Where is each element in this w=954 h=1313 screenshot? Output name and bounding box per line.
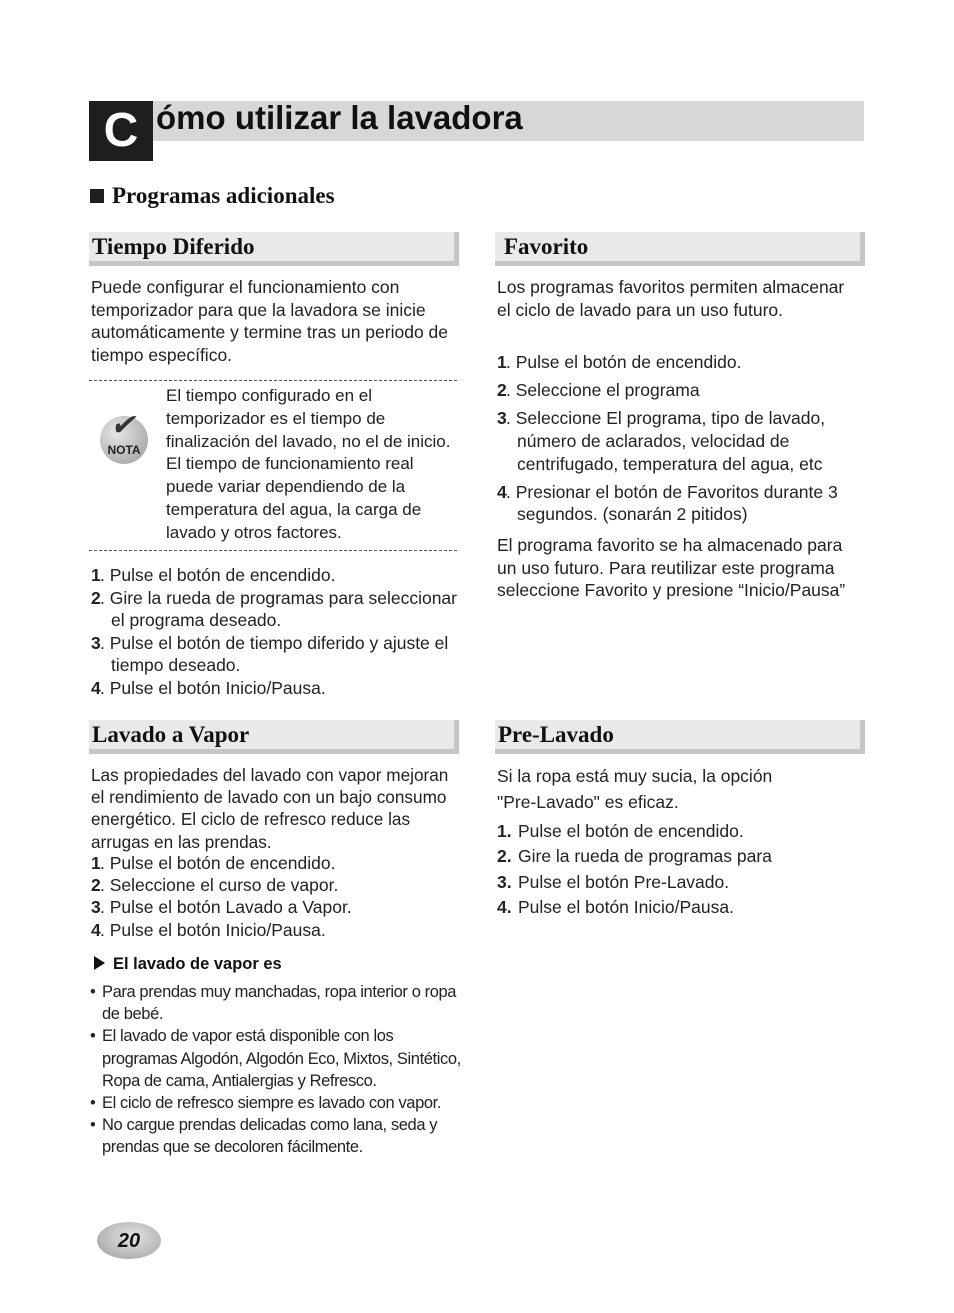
step-text: . Gire la rueda de programas para seleccionar el programa deseado. [100, 587, 457, 631]
step-text: Gire la rueda de programas para [518, 846, 772, 867]
list-item [497, 870, 859, 895]
favorito-outro [497, 534, 857, 602]
steam-bullets [90, 981, 462, 1159]
list-item [497, 351, 859, 374]
lavado-vapor-heading: Lavado a Vapor [92, 722, 250, 747]
favorito-steps [497, 351, 859, 526]
lavado-vapor-intro [91, 764, 463, 853]
step-number: 3. [497, 871, 512, 892]
tiempo-diferido-intro-text: Puede configurar el funcionamiento con temporizador para que la lavadora se inicie automáticamente y termine tras un periodo de tiempo específico. [91, 277, 448, 365]
list-item: • El lavado de vapor está disponible con los programas Algodón, Algodón Eco, Mixtos, Sintético, Ropa de cama, Antialergias y Refresco. [90, 1025, 462, 1092]
title-initial-letter: C [103, 104, 139, 157]
list-item: • Para prendas muy manchadas, ropa interior o ropa de bebé. [90, 981, 462, 1025]
step-number: 2 [497, 379, 507, 400]
note-label: NOTA [107, 443, 141, 457]
pre-lavado-heading: Pre-Lavado [498, 722, 614, 747]
favorito-outro-text: El programa favorito se ha almacenado para un uso futuro. Para reutilizar este programa seleccione Favorito y presione “Inicio/Pausa” [497, 535, 846, 601]
note-divider-bottom [89, 550, 457, 551]
step-number: 2. [497, 846, 512, 867]
step-text: . Pulse el botón de encendido. [100, 853, 336, 873]
steam-subheading [94, 953, 282, 975]
step-number: 2 [91, 587, 101, 608]
step-text: . Pulse el botón Inicio/Pausa. [100, 677, 326, 698]
lavado-vapor-steps [91, 852, 461, 941]
list-item [497, 481, 859, 527]
list-item [91, 677, 461, 700]
step-number: 1 [497, 352, 507, 372]
step-number: 4 [91, 677, 101, 698]
lavado-vapor-heading-box [89, 720, 459, 754]
step-number: 1 [91, 853, 101, 873]
lavado-vapor-intro-text: Las propiedades del lavado con vapor mejoran el rendimiento de lavado con un bajo consumo energético. El ciclo de refresco reduce las arrugas en las prendas. [91, 765, 449, 852]
favorito-intro-text: Los programas favoritos permiten almacenar el ciclo de lavado para un uso futuro. [497, 277, 845, 320]
favorito-heading-box [495, 232, 865, 266]
square-bullet-icon [90, 189, 104, 203]
list-item [91, 632, 461, 677]
step-number: 3 [91, 897, 101, 918]
pre-lavado-heading-box [495, 720, 865, 754]
step-text: . Seleccione el curso de vapor. [100, 875, 339, 896]
list-item [91, 587, 461, 632]
favorito-heading: Favorito [504, 234, 589, 259]
tiempo-diferido-heading-box [89, 232, 459, 266]
checkmark-icon: ✔ [110, 409, 136, 442]
step-text: . Presionar el botón de Favoritos durante 3 segundos. (sonarán 2 pitidos) [506, 481, 838, 525]
note-text: El tiempo configurado en el temporizador es el tiempo de finalización del lavado, no el de inicio. El tiempo de funcionamiento real puede variar dependiendo de la temperatura del agua, la carga de lavado y otros factores. [166, 386, 451, 542]
step-text: Pulse el botón Inicio/Pausa. [518, 896, 734, 917]
list-item [91, 852, 461, 874]
step-text: . Pulse el botón Inicio/Pausa. [100, 919, 326, 940]
step-text: . Pulse el botón Lavado a Vapor. [100, 897, 352, 918]
step-number: 1 [91, 565, 101, 585]
page-number: 20 [117, 1230, 141, 1252]
step-text: . Pulse el botón de tiempo diferido y ajuste el tiempo deseado. [100, 632, 449, 676]
note-divider-top [89, 380, 457, 381]
list-item [497, 407, 859, 476]
section-heading-text: Programas adicionales [112, 183, 335, 208]
pre-lavado-intro [497, 763, 857, 815]
list-item [497, 819, 859, 844]
triangle-right-icon [94, 956, 105, 970]
steam-subheading-text: El lavado de vapor es [113, 955, 282, 973]
section-heading [90, 181, 335, 211]
pre-lavado-steps [497, 819, 859, 920]
list-item [91, 896, 461, 918]
step-number: 2 [91, 875, 101, 896]
step-text: . Pulse el botón de encendido. [100, 565, 336, 585]
step-text: . Pulse el botón de encendido. [506, 352, 742, 372]
list-item [91, 874, 461, 896]
list-item [91, 919, 461, 941]
tiempo-diferido-heading: Tiempo Diferido [92, 234, 255, 259]
pre-lavado-intro-line: "Pre-Lavado" es eficaz. [497, 792, 679, 812]
step-text: Pulse el botón Pre-Lavado. [518, 871, 730, 892]
list-item [497, 844, 859, 869]
list-item: • No cargue prendas delicadas como lana, seda y prendas que se decoloren fácilmente. [90, 1114, 462, 1158]
favorito-intro [497, 276, 857, 321]
step-number: 4 [497, 481, 507, 502]
pre-lavado-intro-line: Si la ropa está muy sucia, la opción [497, 766, 773, 786]
step-text: . Seleccione El programa, tipo de lavado, número de aclarados, velocidad de centrifugado, temperatura del agua, etc [506, 407, 826, 474]
page-title: ómo utilizar la lavadora [156, 99, 523, 136]
step-text: . Seleccione el programa [506, 379, 700, 400]
step-number: 4. [497, 896, 512, 917]
step-number: 4 [91, 919, 101, 940]
list-item [497, 379, 859, 402]
list-item: • El ciclo de refresco siempre es lavado con vapor. [90, 1092, 462, 1114]
step-number: 3 [91, 632, 101, 653]
tiempo-diferido-intro [91, 276, 463, 366]
tiempo-diferido-steps [91, 564, 461, 700]
step-number: 3 [497, 407, 507, 428]
step-text: Pulse el botón de encendido. [518, 821, 744, 841]
list-item [497, 895, 859, 920]
step-number: 1. [497, 821, 512, 841]
list-item [91, 564, 461, 587]
